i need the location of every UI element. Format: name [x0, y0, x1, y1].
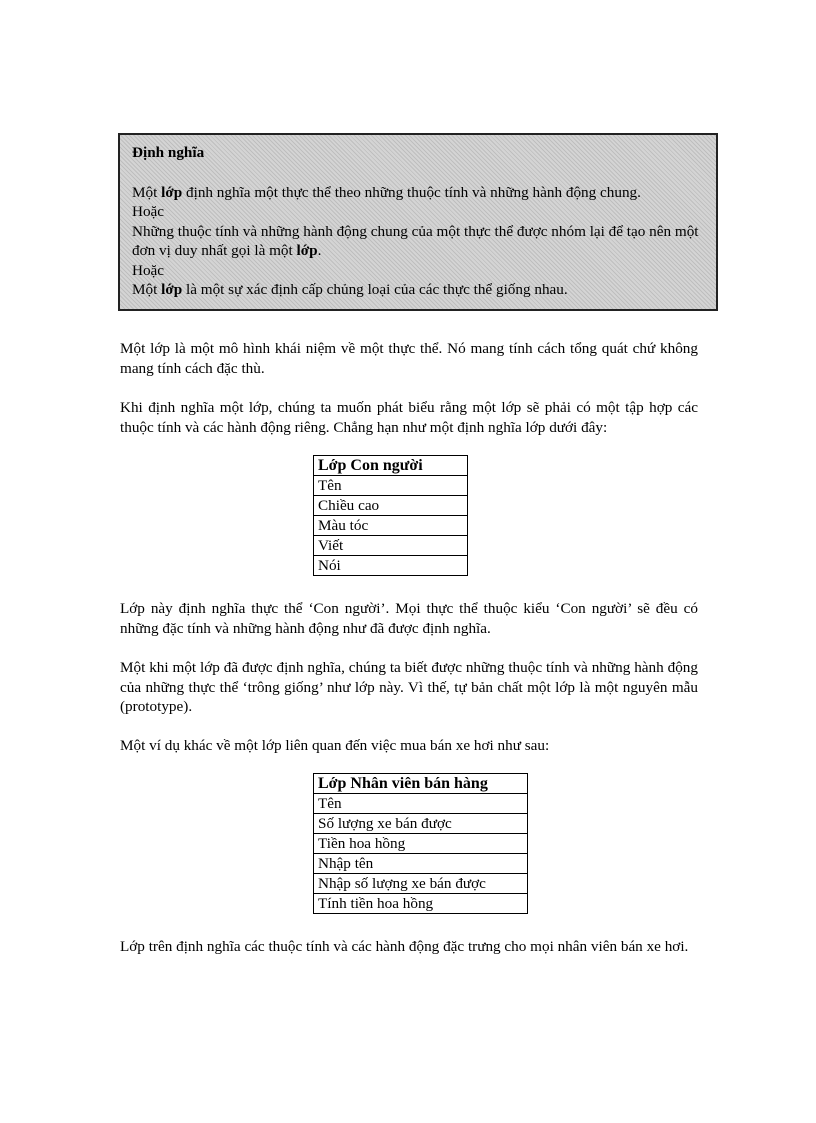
table-cell: Nhập tên: [314, 854, 528, 874]
table-row: [314, 894, 528, 914]
table-row: [314, 516, 468, 536]
table-row: [314, 834, 528, 854]
paragraph-2: Khi định nghĩa một lớp, chúng ta muốn phát biểu rằng một lớp sẽ phải có một tập hợp các thuộc tính và các hành động riêng. Chẳng hạn như một định nghĩa lớp dưới đây:: [120, 399, 698, 436]
definition-line-2: [132, 222, 704, 261]
table-cell: Nhập số lượng xe bán được: [314, 874, 528, 894]
table-cell: Tên: [314, 476, 468, 496]
paragraph-1: Một lớp là một mô hình khái niệm về một thực thể. Nó mang tính cách tổng quát chứ không mang tính cách đặc thù.: [120, 340, 698, 377]
paragraph-6: Lớp trên định nghĩa các thuộc tính và các hành động đặc trưng cho mọi nhân viên bán xe hơi.: [120, 938, 689, 955]
text-run: Một: [132, 183, 162, 201]
definition-title: Định nghĩa: [132, 144, 205, 161]
table-row: [314, 496, 468, 516]
table-cell: Tính tiền hoa hồng: [314, 894, 528, 914]
text-run: là một sự xác định cấp chủng loại của các thực thể giống nhau.: [182, 281, 568, 298]
table-header-row: [314, 456, 468, 476]
table-row: [314, 556, 468, 576]
text-run: .: [317, 242, 322, 259]
definition-box: [118, 133, 718, 311]
bold-term: lớp: [296, 242, 318, 259]
table-row: [314, 794, 528, 814]
table-cell: Chiều cao: [314, 496, 468, 516]
paragraph-5: Một ví dụ khác về một lớp liên quan đến việc mua bán xe hơi như sau:: [120, 737, 550, 754]
table-cell: Số lượng xe bán được: [314, 814, 528, 834]
table-cell: Màu tóc: [314, 516, 468, 536]
table-cell: Tên: [314, 794, 528, 814]
definition-line-3: [132, 280, 704, 300]
text-run: Những thuộc tính và những hành động chung của một thực thể được nhóm lại để tạo nên một đơn vị duy nhất gọi là một: [132, 222, 699, 259]
table-cell: Viết: [314, 536, 468, 556]
table-row: [314, 476, 468, 496]
table-row: [314, 536, 468, 556]
class-table-salesperson: [313, 773, 528, 914]
table-row: [314, 874, 528, 894]
definition-or-2: Hoặc: [132, 261, 165, 279]
table-header: Lớp Con người: [314, 456, 468, 476]
table-cell: Tiền hoa hồng: [314, 834, 528, 854]
table-header: Lớp Nhân viên bán hàng: [314, 774, 528, 794]
text-run: Một: [132, 281, 162, 298]
text-run: định nghĩa một thực thể theo những thuộc tính và những hành động chung.: [182, 183, 641, 201]
definition-or-1: Hoặc: [132, 203, 165, 220]
table-header-row: [314, 774, 528, 794]
class-table-person: [313, 455, 468, 576]
bold-term: lớp: [161, 281, 183, 298]
table-row: [314, 814, 528, 834]
table-row: [314, 854, 528, 874]
paragraph-4: Một khi một lớp đã được định nghĩa, chúng ta biết được những thuộc tính và những hành động của những thực thể ‘trông giống’ như lớp này. Vì thế, tự bản chất một lớp là một nguyên mẫu (prototype).: [120, 659, 698, 715]
table-cell: Nói: [314, 556, 468, 576]
paragraph-3: Lớp này định nghĩa thực thể ‘Con người’. Mọi thực thể thuộc kiểu ‘Con người’ sẽ đều có những đặc tính và những hành động như đã được định nghĩa.: [120, 600, 698, 637]
definition-line-1: [132, 183, 704, 203]
bold-term: lớp: [161, 183, 183, 201]
